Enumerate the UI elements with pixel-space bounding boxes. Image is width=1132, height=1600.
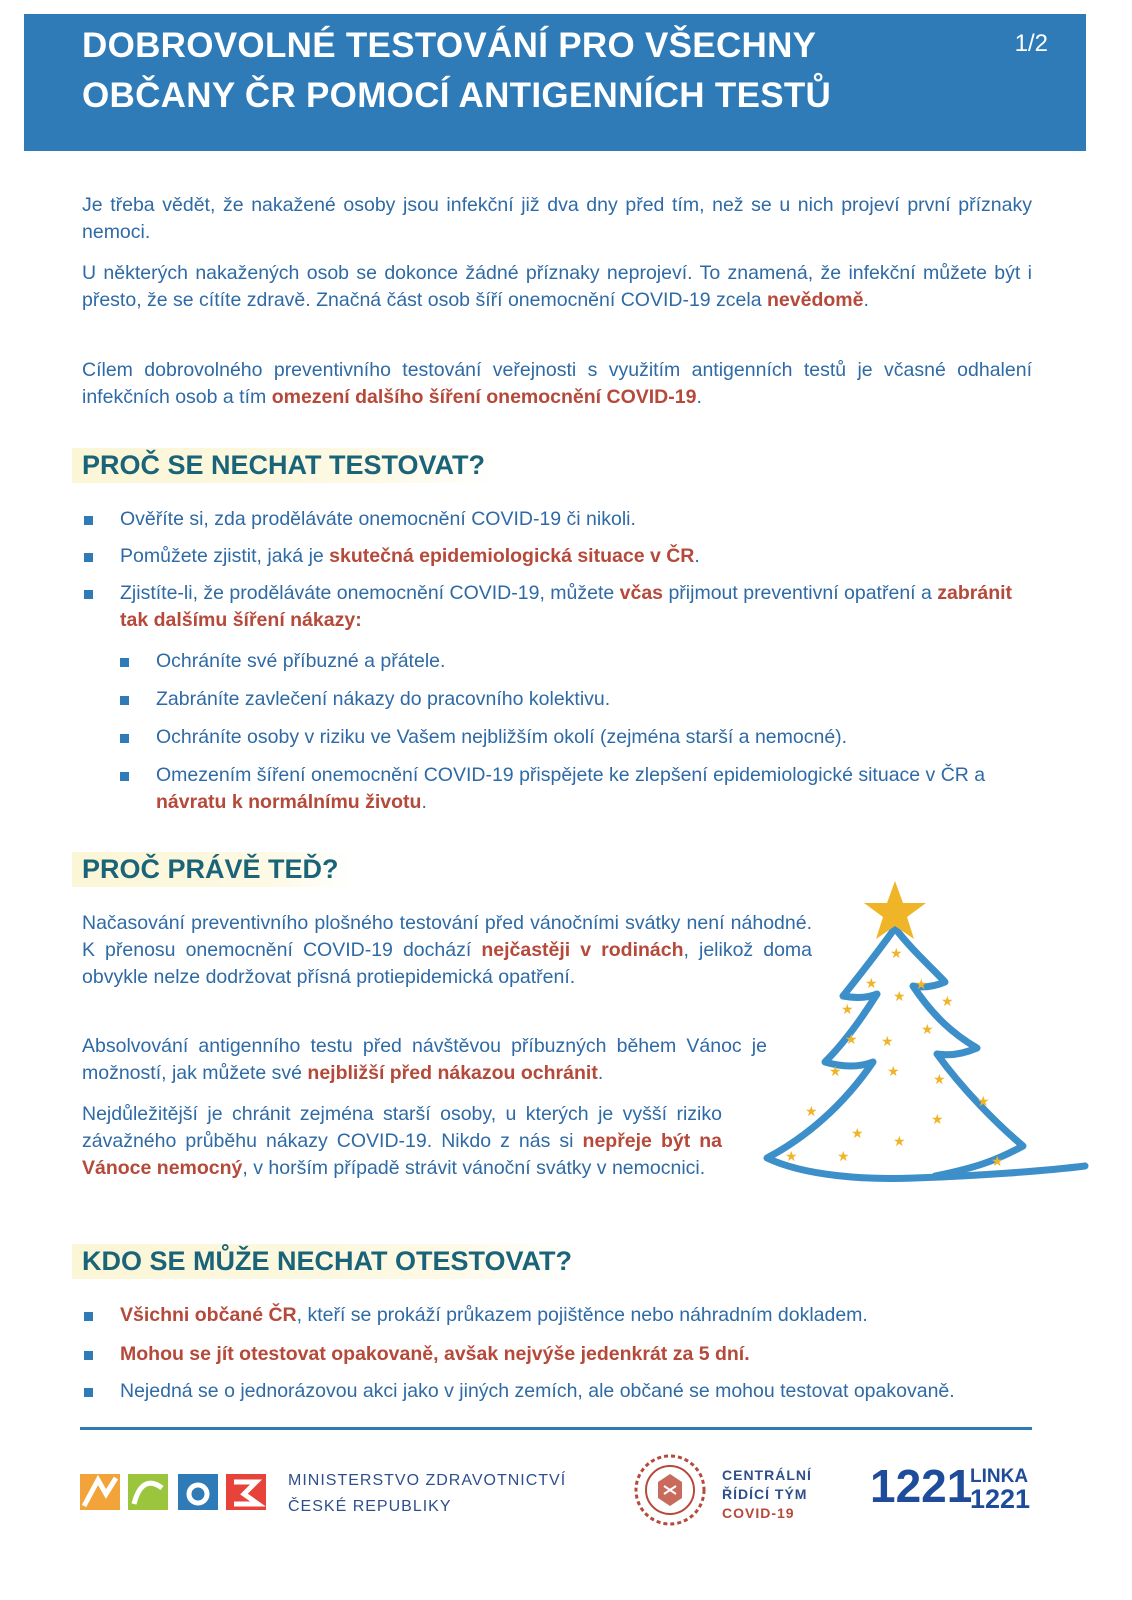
svg-text:★: ★ [785, 1149, 798, 1165]
linka-logo-text: 1221 [870, 1460, 973, 1512]
svg-text:★: ★ [841, 1002, 854, 1018]
crt-name-line3: COVID-19 [722, 1505, 795, 1521]
section-heading-who: KDO SE MŮŽE NECHAT OTESTOVAT? [72, 1244, 584, 1279]
bullet-square-icon [120, 734, 129, 743]
page-title-line1: DOBROVOLNÉ TESTOVÁNÍ PRO VŠECHNY [82, 26, 817, 65]
sub-list-item [120, 762, 1040, 816]
bullet-square-icon [84, 516, 93, 525]
intro-paragraph-3 [82, 357, 1032, 411]
linka-label [970, 1466, 1031, 1514]
bullet-square-icon [120, 658, 129, 667]
linka-1221-logo-icon [868, 1460, 973, 1512]
svg-text:★: ★ [915, 977, 928, 993]
svg-text:★: ★ [865, 976, 878, 992]
svg-text:★: ★ [851, 1126, 864, 1142]
svg-text:★: ★ [893, 989, 906, 1005]
page-title-line2: OBČANY ČR POMOCÍ ANTIGENNÍCH TESTŮ [82, 76, 832, 115]
bullet-square-icon [84, 553, 93, 562]
section-heading-why: PROČ SE NECHAT TESTOVAT? [72, 448, 497, 483]
svg-text:★: ★ [931, 1112, 944, 1128]
intro-p2-end: . [863, 289, 869, 311]
svg-text:★: ★ [890, 946, 903, 962]
list-item-text: Ověříte si, zda proděláváte onemocnění COVID-19 či nikoli. [120, 508, 636, 530]
svg-text:★: ★ [933, 1072, 946, 1088]
list-item [84, 580, 1044, 634]
sub-list-item-text: Omezením šíření onemocnění COVID-19 přispějete ke zlepšení epidemiologické situace v ČR a návratu k normálnímu životu. [156, 764, 986, 813]
page-number: 1/2 [1014, 30, 1048, 57]
now-paragraph-3: Nejdůležitější je chránit zejména starší osoby, u kterých je vyšší riziko závažného průběhu nákazy COVID-19. Nikdo z nás si nepřeje být na Vánoce nemocný, v horším případě strávit vánoční svátky v nemocnici. [82, 1103, 722, 1179]
svg-text:★: ★ [829, 1064, 842, 1080]
bullet-square-icon [120, 772, 129, 781]
intro-p2-emphasis: nevědomě [767, 289, 864, 311]
bullet-square-icon [120, 696, 129, 705]
intro-paragraph-1 [82, 192, 1032, 246]
list-item-text: Všichni občané ČR, kteří se prokáží průkazem pojištěnce nebo náhradním dokladem. [120, 1304, 868, 1326]
sub-list-item [120, 648, 1040, 675]
bullet-square-icon [84, 1388, 93, 1397]
intro-p1-text: Je třeba vědět, že nakažené osoby jsou infekční již dva dny před tím, než se u nich projeví první příznaky nemoci. [82, 194, 1032, 243]
sub-list-item-text: Ochráníte osoby v riziku ve Vašem nejbližším okolí (zejména starší a nemocné). [156, 726, 848, 748]
svg-text:★: ★ [881, 1034, 894, 1050]
svg-text:★: ★ [837, 1149, 850, 1165]
list-item [84, 1378, 1044, 1405]
header-banner [24, 14, 1086, 151]
svg-text:★: ★ [977, 1094, 990, 1110]
intro-p3-text: Cílem dobrovolného preventivního testování veřejnosti s využitím antigenních testů je včasné odhalení infekčních osob a tím [82, 359, 1032, 408]
bullet-square-icon [84, 590, 93, 599]
linka-label-word: LINKA [970, 1466, 1029, 1487]
list-item-text: Pomůžete zjistit, jaká je skutečná epidemiologická situace v ČR. [120, 545, 700, 567]
sub-list-item-text: Zabráníte zavlečení nákazy do pracovního kolektivu. [156, 688, 611, 710]
list-item [84, 1302, 1044, 1329]
footer-divider [80, 1427, 1032, 1430]
intro-p2-text: U některých nakažených osob se dokonce žádné příznaky neprojeví. To znamená, že infekční můžete být i přesto, že se cítíte zdravě. Značná část osob šíří onemocnění COVID-19 zcela [82, 262, 1032, 311]
ministry-name-line2: ČESKÉ REPUBLIKY [288, 1498, 452, 1515]
crt-name-line2: ŘÍDÍCÍ TÝM [722, 1486, 808, 1502]
intro-p3-end: . [696, 386, 702, 408]
svg-text:★: ★ [887, 1064, 900, 1080]
svg-text:★: ★ [845, 1032, 858, 1048]
crt-seal-icon [632, 1452, 708, 1528]
crt-name [722, 1466, 812, 1523]
now-paragraph-1: Načasování preventivního plošného testování před vánočními svátky není náhodné. K přenosu onemocnění COVID-19 dochází nejčastěji v rodinách, jelikož doma obvykle nelze dodržovat přísná protiepidemická opatření. [82, 912, 813, 988]
list-item-text: Mohou se jít otestovat opakovaně, avšak nejvýše jedenkrát za 5 dní. [120, 1343, 750, 1365]
sub-list-item [120, 724, 1040, 751]
svg-text:★: ★ [941, 994, 954, 1010]
bullet-square-icon [84, 1351, 93, 1360]
linka-number: 1221 [970, 1484, 1031, 1514]
list-item [84, 1341, 1044, 1368]
christmas-tree-illustration [745, 876, 1090, 1211]
svg-text:★: ★ [991, 1154, 1004, 1170]
list-item-text: Nejedná se o jednorázovou akci jako v jiných zemích, ale občané se mohou testovat opakovaně. [120, 1380, 955, 1402]
svg-text:★: ★ [805, 1104, 818, 1120]
list-item-text: Zjistíte-li, že proděláváte onemocnění COVID-19, můžete včas přijmout preventivní opatření a zabránit tak dalšímu šíření nákazy: [120, 582, 1013, 631]
bullet-square-icon [84, 1312, 93, 1321]
list-item [84, 506, 1044, 533]
list-item [84, 543, 1044, 570]
now-paragraph-2: Absolvování antigenního testu před návštěvou příbuzných během Vánoc je možností, jak můžete své nejbližší před nákazou ochránit. [82, 1035, 767, 1084]
crt-name-line1: CENTRÁLNÍ [722, 1467, 812, 1483]
intro-paragraph-2 [82, 260, 1032, 314]
sub-list-item [120, 686, 1040, 713]
sub-list-item-text: Ochráníte své příbuzné a přátele. [156, 650, 446, 672]
ministry-logo-icon [80, 1470, 270, 1514]
ministry-name [288, 1468, 566, 1520]
ministry-name-line1: MINISTERSTVO ZDRAVOTNICTVÍ [288, 1472, 567, 1489]
svg-text:★: ★ [921, 1022, 934, 1038]
svg-text:★: ★ [893, 1134, 906, 1150]
intro-p3-emphasis: omezení dalšího šíření onemocnění COVID-19 [271, 386, 697, 408]
section-heading-now: PROČ PRÁVĚ TEĎ? [72, 852, 351, 887]
